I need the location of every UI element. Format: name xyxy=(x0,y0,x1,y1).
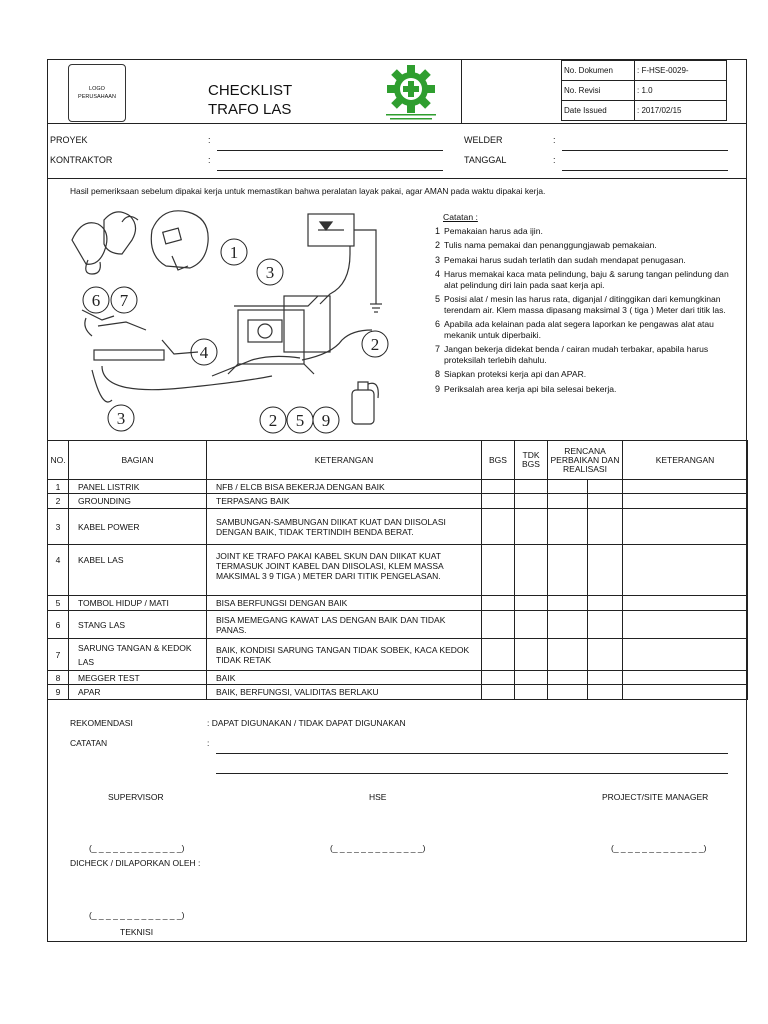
col-header-no: NO. xyxy=(48,441,69,480)
note-item: 1 Pemakaian harus ada ijin. xyxy=(435,225,543,236)
diagram-label: 5 xyxy=(295,411,305,430)
tdk-bgs-cell[interactable] xyxy=(515,494,548,509)
keterangan-cell[interactable] xyxy=(623,685,748,700)
dicheck-label: DICHECK / DILAPORKAN OLEH : xyxy=(70,858,201,868)
diagram-label: 7 xyxy=(119,291,129,310)
row-keterangan: NFB / ELCB BISA BEKERJA DENGAN BAIK xyxy=(207,480,482,494)
realisasi-cell[interactable] xyxy=(588,671,623,685)
diagram-label: 4 xyxy=(199,343,209,362)
welder-field[interactable] xyxy=(562,150,728,151)
row-no: 4 xyxy=(48,545,69,596)
keterangan-cell[interactable] xyxy=(623,611,748,639)
keterangan-cell[interactable] xyxy=(623,671,748,685)
proyek-colon: : xyxy=(208,135,211,145)
table-row xyxy=(48,480,748,494)
doc-info-value: : 2017/02/15 xyxy=(635,101,727,121)
tdk-bgs-cell[interactable] xyxy=(515,480,548,494)
row-keterangan: BISA BERFUNGSI DENGAN BAIK xyxy=(207,596,482,611)
table-row xyxy=(48,596,748,611)
kontraktor-colon: : xyxy=(208,155,211,165)
catatan-label: CATATAN xyxy=(70,738,108,748)
keterangan-cell[interactable] xyxy=(623,494,748,509)
manager-signature[interactable]: (_ _ _ _ _ _ _ _ _ _ _ _ _) xyxy=(611,843,707,853)
header-bottom-rule xyxy=(47,123,747,124)
tdk-bgs-cell[interactable] xyxy=(515,685,548,700)
logo-line2: PERUSAHAAN xyxy=(78,94,116,100)
diagram-label: 3 xyxy=(265,263,275,282)
doc-info-row xyxy=(562,101,727,121)
row-bagian: MEGGER TEST xyxy=(69,671,207,685)
welder-label: WELDER xyxy=(464,135,503,145)
hse-signature[interactable]: (_ _ _ _ _ _ _ _ _ _ _ _ _) xyxy=(330,843,426,853)
proyek-label: PROYEK xyxy=(50,135,88,145)
col-header-keterangan-2: KETERANGAN xyxy=(623,441,748,480)
logo-line1: LOGO xyxy=(89,86,105,92)
doc-info-row xyxy=(562,61,727,81)
note-item: 6 Apabila ada kelainan pada alat segera laporkan ke pengawas alat atau mekanik untuk diperbaiki. xyxy=(435,319,714,340)
row-bagian: KABEL LAS xyxy=(69,545,207,596)
note-item: 7 Jangan bekerja didekat benda / cairan mudah terbakar, apabila harus proteksilah terlebih dahulu. xyxy=(435,344,709,365)
doc-info-value: : 1.0 xyxy=(635,81,727,101)
row-keterangan: BAIK, BERFUNGSI, VALIDITAS BERLAKU xyxy=(207,685,482,700)
k3-safety-gear-icon xyxy=(380,62,442,122)
company-logo-placeholder xyxy=(68,64,126,122)
bgs-cell[interactable] xyxy=(482,509,515,545)
col-header-bgs: BGS xyxy=(482,441,515,480)
bgs-cell[interactable] xyxy=(482,480,515,494)
realisasi-cell[interactable] xyxy=(588,596,623,611)
tdk-bgs-cell[interactable] xyxy=(515,671,548,685)
welder-colon: : xyxy=(553,135,556,145)
row-no: 6 xyxy=(48,611,69,639)
rencana-cell[interactable] xyxy=(548,671,588,685)
tdk-bgs-cell[interactable] xyxy=(515,509,548,545)
tanggal-colon: : xyxy=(553,155,556,165)
notes-title: Catatan : xyxy=(443,212,478,222)
table-header-row xyxy=(48,441,748,480)
rencana-cell[interactable] xyxy=(548,545,588,596)
row-no: 3 xyxy=(48,509,69,545)
project-bottom-rule xyxy=(47,178,747,179)
realisasi-cell[interactable] xyxy=(588,611,623,639)
row-bagian: SARUNG TANGAN & KEDOK LAS xyxy=(69,639,207,671)
bgs-cell[interactable] xyxy=(482,685,515,700)
catatan-field[interactable] xyxy=(216,753,728,754)
row-keterangan: SAMBUNGAN-SAMBUNGAN DIIKAT KUAT DAN DIISOLASI DENGAN BAIK, TIDAK TERTINDIH BENDA BERAT. xyxy=(207,509,482,545)
table-row xyxy=(48,639,748,671)
realisasi-cell[interactable] xyxy=(588,639,623,671)
row-bagian: STANG LAS xyxy=(69,611,207,639)
tanggal-label: TANGGAL xyxy=(464,155,507,165)
keterangan-cell[interactable] xyxy=(623,639,748,671)
row-keterangan: TERPASANG BAIK xyxy=(207,494,482,509)
rencana-cell[interactable] xyxy=(548,494,588,509)
note-item: 2 Tulis nama pemakai dan penanggungjawab pemakaian. xyxy=(435,240,657,250)
note-item: 5 Posisi alat / mesin las harus rata, diganjal / ditinggikan dari kemungkinan terendam air. Klem massa dipasang maksimal 3 ( tiga ) Meter dari titik las. xyxy=(435,294,726,315)
rekomendasi-value[interactable]: : DAPAT DIGUNAKAN / TIDAK DAPAT DIGUNAKAN xyxy=(207,718,406,728)
table-row xyxy=(48,611,748,639)
tanggal-field[interactable] xyxy=(562,170,728,171)
page-title xyxy=(208,81,292,119)
row-bagian: KABEL POWER xyxy=(69,509,207,545)
welding-setup-illustration xyxy=(62,200,432,436)
bgs-cell[interactable] xyxy=(482,639,515,671)
header-divider xyxy=(461,59,462,123)
proyek-field[interactable] xyxy=(217,150,443,151)
realisasi-cell[interactable] xyxy=(588,494,623,509)
note-item: 8 Siapkan proteksi kerja api dan APAR. xyxy=(435,369,587,379)
doc-info-label: No. Dokumen xyxy=(562,61,635,81)
teknisi-label: TEKNISI xyxy=(120,927,154,937)
keterangan-cell[interactable] xyxy=(623,480,748,494)
diagram-label: 2 xyxy=(268,411,278,430)
teknisi-signature[interactable]: (_ _ _ _ _ _ _ _ _ _ _ _ _) xyxy=(89,910,185,920)
kontraktor-label: KONTRAKTOR xyxy=(50,155,113,165)
keterangan-cell[interactable] xyxy=(623,509,748,545)
rencana-cell[interactable] xyxy=(548,611,588,639)
row-no: 8 xyxy=(48,671,69,685)
row-bagian: APAR xyxy=(69,685,207,700)
bgs-cell[interactable] xyxy=(482,596,515,611)
checklist-table xyxy=(47,440,748,700)
row-bagian: TOMBOL HIDUP / MATI xyxy=(69,596,207,611)
diagram-label: 2 xyxy=(370,335,380,354)
realisasi-cell[interactable] xyxy=(588,545,623,596)
realisasi-cell[interactable] xyxy=(588,685,623,700)
row-bagian: PANEL LISTRIK xyxy=(69,480,207,494)
row-no: 1 xyxy=(48,480,69,494)
keterangan-cell[interactable] xyxy=(623,596,748,611)
row-keterangan: BISA MEMEGANG KAWAT LAS DENGAN BAIK DAN TIDAK PANAS. xyxy=(207,611,482,639)
doc-info-label: Date Issued xyxy=(562,101,635,121)
col-header-tdk-bgs: TDK BGS xyxy=(515,441,548,480)
tdk-bgs-cell[interactable] xyxy=(515,545,548,596)
row-no: 2 xyxy=(48,494,69,509)
rencana-cell[interactable] xyxy=(548,509,588,545)
diagram-label: 3 xyxy=(116,409,126,428)
rencana-cell[interactable] xyxy=(548,596,588,611)
notes-section xyxy=(435,212,740,398)
row-no: 7 xyxy=(48,639,69,671)
document-info-table xyxy=(561,60,727,121)
rencana-cell[interactable] xyxy=(548,639,588,671)
supervisor-signature[interactable]: (_ _ _ _ _ _ _ _ _ _ _ _ _) xyxy=(89,843,185,853)
doc-info-value: : F-HSE-0029- xyxy=(635,61,727,81)
table-row xyxy=(48,494,748,509)
table-row xyxy=(48,545,748,596)
table-row xyxy=(48,671,748,685)
row-keterangan: JOINT KE TRAFO PAKAI KABEL SKUN DAN DIIKAT KUAT TERMASUK JOINT KABEL DAN DIISOLASI, KLEM MASSA MAKSIMAL 3 9 TIGA ) METER DARI TITIK PENGELASAN. xyxy=(207,545,482,596)
row-keterangan: BAIK, KONDISI SARUNG TANGAN TIDAK SOBEK, KACA KEDOK TIDAK RETAK xyxy=(207,639,482,671)
tdk-bgs-cell[interactable] xyxy=(515,596,548,611)
tdk-bgs-cell[interactable] xyxy=(515,639,548,671)
row-no: 5 xyxy=(48,596,69,611)
catatan-field-2[interactable] xyxy=(216,773,728,774)
intro-text: Hasil pemeriksaan sebelum dipakai kerja untuk memastikan bahwa peralatan layak pakai, agar AMAN pada waktu dipakai kerja. xyxy=(70,186,546,196)
manager-label: PROJECT/SITE MANAGER xyxy=(602,792,709,802)
supervisor-label: SUPERVISOR xyxy=(108,792,164,802)
realisasi-cell[interactable] xyxy=(588,480,623,494)
diagram-label: 1 xyxy=(229,243,239,262)
keterangan-cell[interactable] xyxy=(623,545,748,596)
bgs-cell[interactable] xyxy=(482,494,515,509)
tdk-bgs-cell[interactable] xyxy=(515,611,548,639)
hse-label: HSE xyxy=(369,792,387,802)
col-header-rencana: RENCANA PERBAIKAN DAN REALISASI xyxy=(548,441,623,480)
bgs-cell[interactable] xyxy=(482,671,515,685)
row-bagian: GROUNDING xyxy=(69,494,207,509)
kontraktor-field[interactable] xyxy=(217,170,443,171)
table-row xyxy=(48,509,748,545)
rekomendasi-label: REKOMENDASI xyxy=(70,718,133,728)
col-header-keterangan: KETERANGAN xyxy=(207,441,482,480)
note-item: 3 Pemakai harus sudah terlatih dan sudah mendapat penugasan. xyxy=(435,254,686,265)
diagram-label: 9 xyxy=(321,411,331,430)
title-line2: TRAFO LAS xyxy=(208,101,292,118)
note-item: 9 Periksalah area kerja api bila selesai bekerja. xyxy=(435,383,617,394)
note-item: 4 Harus memakai kaca mata pelindung, baju & sarung tangan pelindung dan alat pelindung diri lain pada saat kerja api. xyxy=(435,269,729,290)
row-keterangan: BAIK xyxy=(207,671,482,685)
col-header-bagian: BAGIAN xyxy=(69,441,207,480)
catatan-colon: : xyxy=(207,738,210,748)
realisasi-cell[interactable] xyxy=(588,509,623,545)
doc-info-label: No. Revisi xyxy=(562,81,635,101)
rencana-cell[interactable] xyxy=(548,480,588,494)
diagram-label: 6 xyxy=(91,291,101,310)
title-line1: CHECKLIST xyxy=(208,82,293,99)
doc-info-row xyxy=(562,81,727,101)
bgs-cell[interactable] xyxy=(482,545,515,596)
rencana-cell[interactable] xyxy=(548,685,588,700)
table-row xyxy=(48,685,748,700)
row-no: 9 xyxy=(48,685,69,700)
bgs-cell[interactable] xyxy=(482,611,515,639)
